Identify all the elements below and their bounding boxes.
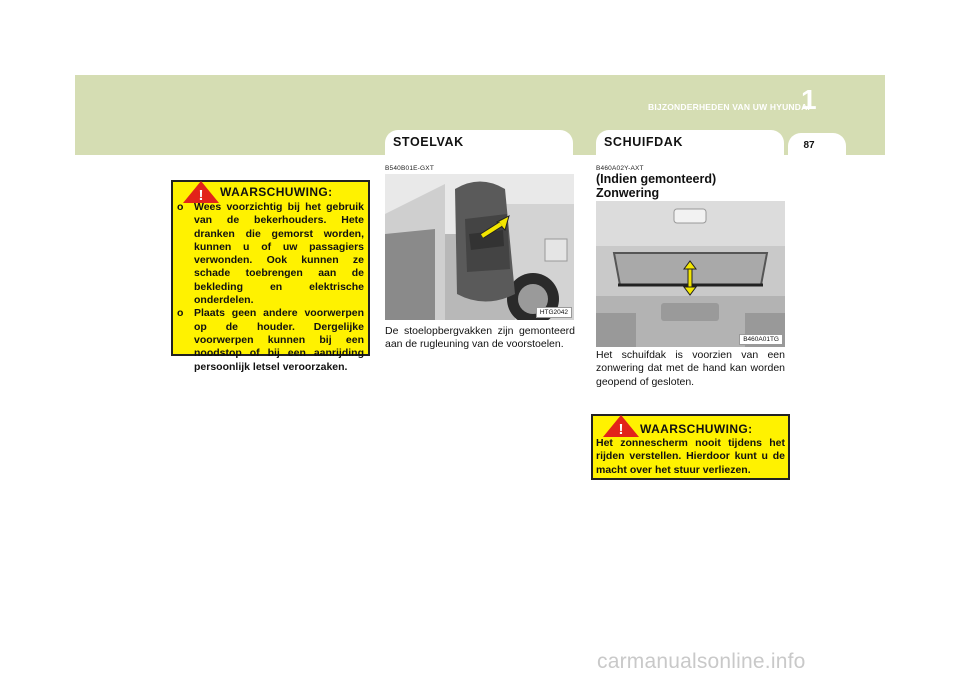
warning-title: WAARSCHUWING: (640, 422, 753, 436)
warning-box-cupholder (171, 180, 370, 373)
chapter-label: BIJZONDERHEDEN VAN UW HYUNDAI (648, 102, 810, 112)
warning-item (177, 201, 364, 307)
image-caption: HTG2042 (536, 307, 572, 318)
reference-code: B460A02Y-AXT (596, 165, 644, 172)
subhead-sunshade: Zonwering (596, 186, 660, 200)
subhead-fitted: (Indien gemonteerd) (596, 172, 717, 186)
warning-box-sunshade (591, 414, 790, 480)
sunshade-illustration (596, 201, 785, 347)
page-number: 87 (803, 140, 815, 151)
section-title-schuifdak: SCHUIFDAK (604, 135, 684, 149)
warning-triangle-icon (183, 181, 219, 203)
image-caption: B460A01TG (739, 334, 783, 345)
warning-item-text: Plaats geen andere voorwerpen op de houder. Dergelijke voorwerpen kunnen bij een noodstop of bij een aanrijding persoonlijk letsel veroorzaken. (194, 307, 364, 373)
warning-item (177, 307, 364, 373)
warning-item-text: Wees voorzichtig bij het gebruik van de bekerhouders. Hete dranken die gemorst worden, kunnen u of uw passagiers verwonden. Ook kunnen ze schade toebrengen aan de bekleding en elektrische onderdelen. (194, 201, 364, 307)
watermark: carmanualsonline.info (597, 650, 806, 673)
warning-text: Het zonnescherm nooit tijdens het rijden verstellen. Hierdoor kunt u de macht over het stuur verliezen. (596, 437, 785, 476)
warning-glyph: ! (618, 421, 624, 437)
body-text-schuifdak: Het schuifdak is voorzien van een zonwering dat met de hand kan worden geopend of gesloten. (596, 349, 785, 388)
warning-triangle-icon (603, 415, 639, 437)
bullet: o (177, 201, 184, 213)
reference-code: B540B01E-GXT (385, 165, 435, 172)
body-text-stoelvak: De stoelopbergvakken zijn gemonteerd aan de rugleuning van de voorstoelen. (385, 325, 575, 351)
seat-pocket-illustration (385, 174, 574, 320)
bullet: o (177, 307, 184, 320)
chapter-number: 1 (801, 84, 817, 115)
warning-glyph: ! (198, 187, 204, 203)
section-title-stoelvak: STOELVAK (393, 135, 464, 149)
seat-pocket-photo (385, 174, 574, 320)
warning-list (177, 201, 364, 374)
sunshade-photo (596, 201, 785, 347)
warning-title: WAARSCHUWING: (220, 185, 333, 199)
